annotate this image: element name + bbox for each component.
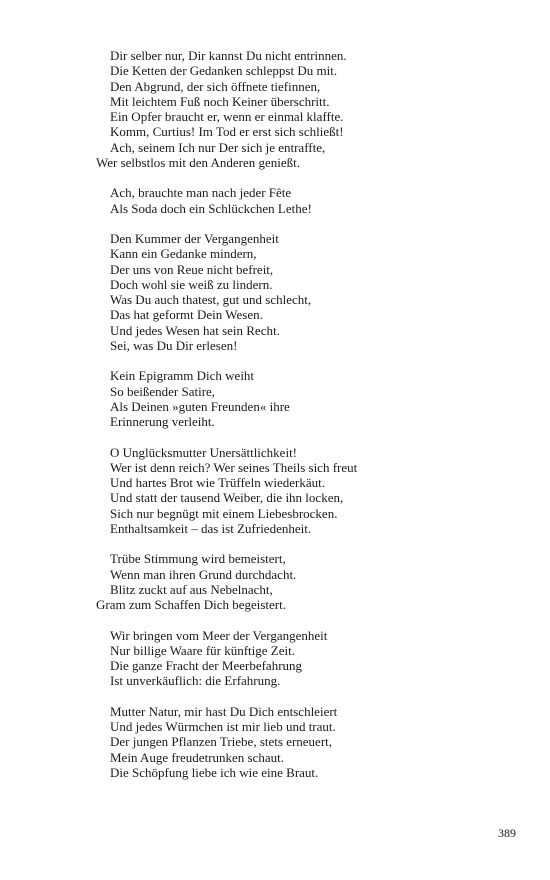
stanza [96,48,536,170]
verse-line: Mein Auge freudetrunken schaut. [110,749,285,765]
verse-line: Der uns von Reue nicht befreit, [110,261,274,277]
verse-line: Mutter Natur, mir hast Du Dich entschleiert [110,703,338,719]
verse-line: Den Abgrund, der sich öffnete tiefinnen, [110,78,321,94]
verse-line: Dir selber nur, Dir kannst Du nicht entrinnen. [110,48,347,63]
stanza [96,231,536,353]
verse-line: Der jungen Pflanzen Triebe, stets erneuert, [110,734,333,750]
verse-line: Und statt der tausend Weiber, die ihn locken, [110,490,344,506]
verse-line: Ach, brauchte man nach jeder Fête [110,185,292,201]
page-number: 389 [498,826,516,840]
verse-line: Erinnerung verleiht. [110,414,215,430]
verse-line: Die Schöpfung liebe ich wie eine Braut. [110,764,319,780]
verse-line: Nur billige Waare für künftige Zeit. [110,642,295,658]
verse-line: Blitz zuckt auf aus Nebelnacht, [110,581,273,597]
verse-line: Sei, was Du Dir erlesen! [110,338,238,354]
stanza [96,445,536,537]
verse-line: Wer ist denn reich? Wer seines Theils sich freut [110,459,358,475]
verse-line: Sich nur begnügt mit einem Liebesbrocken. [110,505,338,521]
verse-line: Doch wohl sie weiß zu lindern. [110,276,273,292]
verse-line: Wer selbstlos mit den Anderen genießt. [96,155,301,171]
stanza [96,628,536,689]
verse-line: Enthaltsamkeit – das ist Zufriedenheit. [110,521,312,537]
verse-line: Den Kummer der Vergangenheit [110,230,279,246]
verse-line: Und jedes Wesen hat sein Recht. [110,322,280,338]
verse-line: Ein Opfer braucht er, wenn er einmal klaffte. [110,109,344,125]
stanza [96,551,536,612]
verse-line: O Unglücksmutter Unersättlichkeit! [110,444,298,460]
verse-line: Wenn man ihren Grund durchdacht. [110,566,297,582]
verse-line: Die Ketten der Gedanken schleppst Du mit. [110,63,338,79]
verse-line: Komm, Curtius! Im Tod er erst sich schließt! [110,124,344,140]
stanza [96,368,536,429]
verse-line: Mit leichtem Fuß noch Keiner überschritt. [110,93,330,109]
verse-line: Ist unverkäuflich: die Erfahrung. [110,673,281,689]
verse-line: Ach, seinem Ich nur Der sich je entraffte, [110,139,326,155]
verse-line: Kein Epigramm Dich weiht [110,368,255,384]
verse-line: Als Soda doch ein Schlückchen Lethe! [110,200,312,216]
verse-line: Gram zum Schaffen Dich begeistert. [96,597,286,613]
verse-line: Das hat geformt Dein Wesen. [110,307,263,323]
verse-line: So beißender Satire, [110,383,216,399]
verse-line: Und jedes Würmchen ist mir lieb und traut. [110,718,336,734]
verse-line: Trübe Stimmung wird bemeistert, [110,551,286,567]
verse-line: Was Du auch thatest, gut und schlecht, [110,292,312,308]
stanza [96,185,536,216]
stanza [96,704,536,780]
verse-line: Und hartes Brot wie Trüffeln wiederkäut. [110,475,325,491]
verse-line: Die ganze Fracht der Meerbefahrung [110,658,303,674]
verse-line: Kann ein Gedanke mindern, [110,246,257,262]
verse-line: Als Deinen »guten Freunden« ihre [110,398,290,414]
verse-line: Wir bringen vom Meer der Vergangenheit [110,627,328,643]
poem-text-block [96,48,536,795]
